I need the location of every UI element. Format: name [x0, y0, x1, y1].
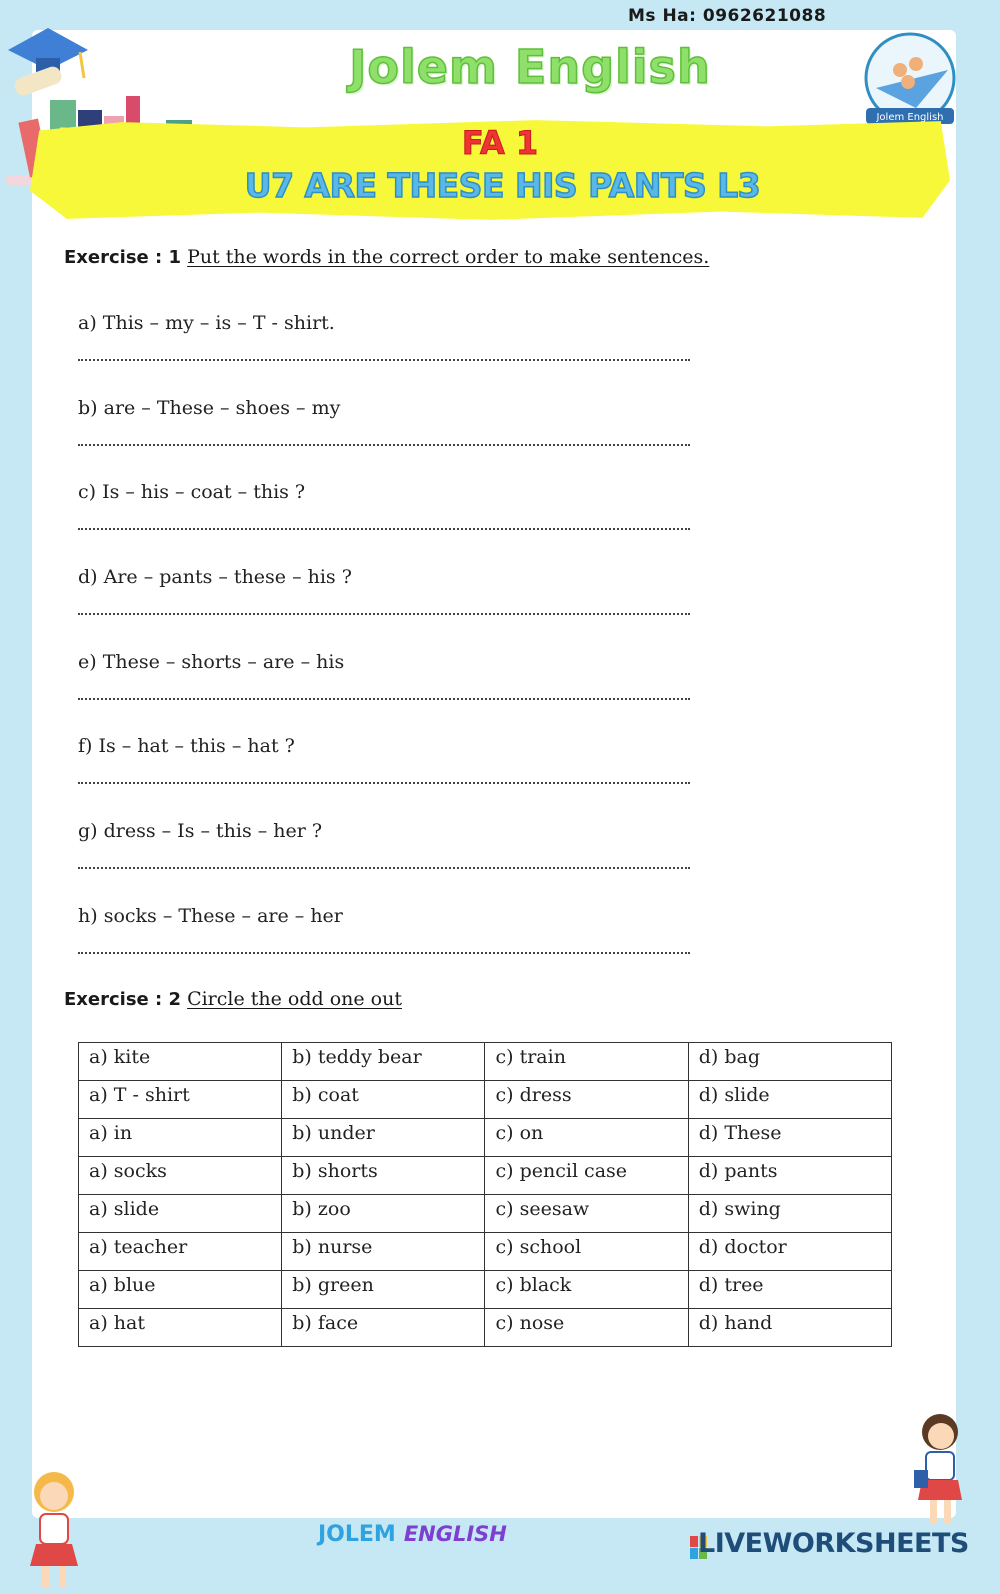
answer-line[interactable] [78, 611, 690, 615]
option-cell[interactable]: d) tree [688, 1271, 891, 1309]
footer-brand [318, 1522, 507, 1547]
brand-title: Jolem English [349, 40, 711, 94]
option-cell[interactable]: b) green [282, 1271, 485, 1309]
table-row [79, 1157, 892, 1195]
option-cell[interactable]: d) hand [688, 1309, 891, 1347]
scrambled-sentence: a) This – my – is – T - shirt. [78, 312, 335, 334]
scrambled-sentence: g) dress – Is – this – her ? [78, 820, 323, 843]
option-cell[interactable]: d) These [688, 1119, 891, 1157]
girl-illustration-icon [22, 1466, 86, 1594]
table-row [79, 1233, 892, 1271]
option-cell[interactable]: c) dress [485, 1081, 688, 1119]
footer-brand-jolem: JOLEM [318, 1522, 396, 1547]
contact-info: Ms Ha: 0962621088 [628, 6, 827, 26]
sentence-item [78, 818, 718, 903]
option-cell[interactable]: a) blue [79, 1271, 282, 1309]
scrambled-sentence: h) socks – These – are – her [78, 904, 343, 927]
table-row [79, 1195, 892, 1233]
odd-one-out-table [78, 1042, 892, 1347]
option-cell[interactable]: b) under [282, 1119, 485, 1157]
option-cell[interactable]: b) nurse [282, 1233, 485, 1271]
answer-line[interactable] [78, 950, 690, 954]
table-row [79, 1309, 892, 1347]
table-row [79, 1271, 892, 1309]
option-cell[interactable]: b) teddy bear [282, 1043, 485, 1081]
option-cell[interactable]: a) T - shirt [79, 1081, 282, 1119]
option-cell[interactable]: b) face [282, 1309, 485, 1347]
option-cell[interactable]: d) swing [688, 1195, 891, 1233]
exercise-2-heading [64, 988, 402, 1010]
answer-line[interactable] [78, 696, 690, 700]
option-cell[interactable]: b) coat [282, 1081, 485, 1119]
answer-line[interactable] [78, 442, 690, 446]
exercise-1-instruction: Put the words in the correct order to make sentences. [187, 246, 710, 268]
exercise-2-label: Exercise : 2 [64, 989, 182, 1010]
assessment-code: FA 1 [461, 124, 539, 162]
unit-title: U7 ARE THESE HIS PANTS L3 [244, 166, 761, 205]
exercise-2-instruction: Circle the odd one out [187, 988, 402, 1010]
sentence-item [78, 395, 718, 480]
answer-line[interactable] [78, 865, 690, 869]
liveworksheets-brand[interactable]: LIVEWORKSHEETS [698, 1528, 969, 1559]
option-cell[interactable]: c) pencil case [485, 1157, 688, 1195]
scrambled-sentence: c) Is – his – coat – this ? [78, 481, 306, 504]
option-cell[interactable]: a) in [79, 1119, 282, 1157]
sentence-item [78, 564, 718, 649]
sentence-item [78, 903, 718, 988]
sentence-item [78, 733, 718, 818]
sentence-item [78, 649, 718, 734]
table-row [79, 1043, 892, 1081]
table-row [79, 1119, 892, 1157]
scrambled-sentence: e) These – shorts – are – his [78, 650, 345, 673]
option-cell[interactable]: a) teacher [79, 1233, 282, 1271]
option-cell[interactable]: a) slide [79, 1195, 282, 1233]
option-cell[interactable]: d) slide [688, 1081, 891, 1119]
exercise-1-heading [64, 246, 709, 268]
option-cell[interactable]: b) zoo [282, 1195, 485, 1233]
option-cell[interactable]: c) on [485, 1119, 688, 1157]
logo-text: Jolem English [876, 112, 944, 123]
answer-line[interactable] [78, 526, 690, 530]
jolem-logo [856, 30, 964, 134]
option-cell[interactable]: d) doctor [688, 1233, 891, 1271]
sentence-list [78, 310, 718, 988]
sentence-item [78, 310, 718, 395]
option-cell[interactable]: a) hat [79, 1309, 282, 1347]
option-cell[interactable]: c) seesaw [485, 1195, 688, 1233]
option-cell[interactable]: a) socks [79, 1157, 282, 1195]
option-cell[interactable]: a) kite [79, 1043, 282, 1081]
exercise-1-label: Exercise : 1 [64, 247, 182, 268]
scrambled-sentence: f) Is – hat – this – hat ? [78, 735, 295, 758]
scrambled-sentence: d) Are – pants – these – his ? [78, 566, 352, 589]
answer-line[interactable] [78, 780, 690, 784]
footer-brand-english: ENGLISH [403, 1522, 507, 1546]
sentence-item [78, 479, 718, 564]
option-cell[interactable]: d) pants [688, 1157, 891, 1195]
option-cell[interactable]: c) nose [485, 1309, 688, 1347]
option-cell[interactable]: b) shorts [282, 1157, 485, 1195]
answer-line[interactable] [78, 357, 690, 361]
table-row [79, 1081, 892, 1119]
option-cell[interactable]: c) train [485, 1043, 688, 1081]
option-cell[interactable]: d) bag [688, 1043, 891, 1081]
student-illustration-icon [910, 1410, 972, 1530]
option-cell[interactable]: c) school [485, 1233, 688, 1271]
scrambled-sentence: b) are – These – shoes – my [78, 396, 341, 419]
option-cell[interactable]: c) black [485, 1271, 688, 1309]
